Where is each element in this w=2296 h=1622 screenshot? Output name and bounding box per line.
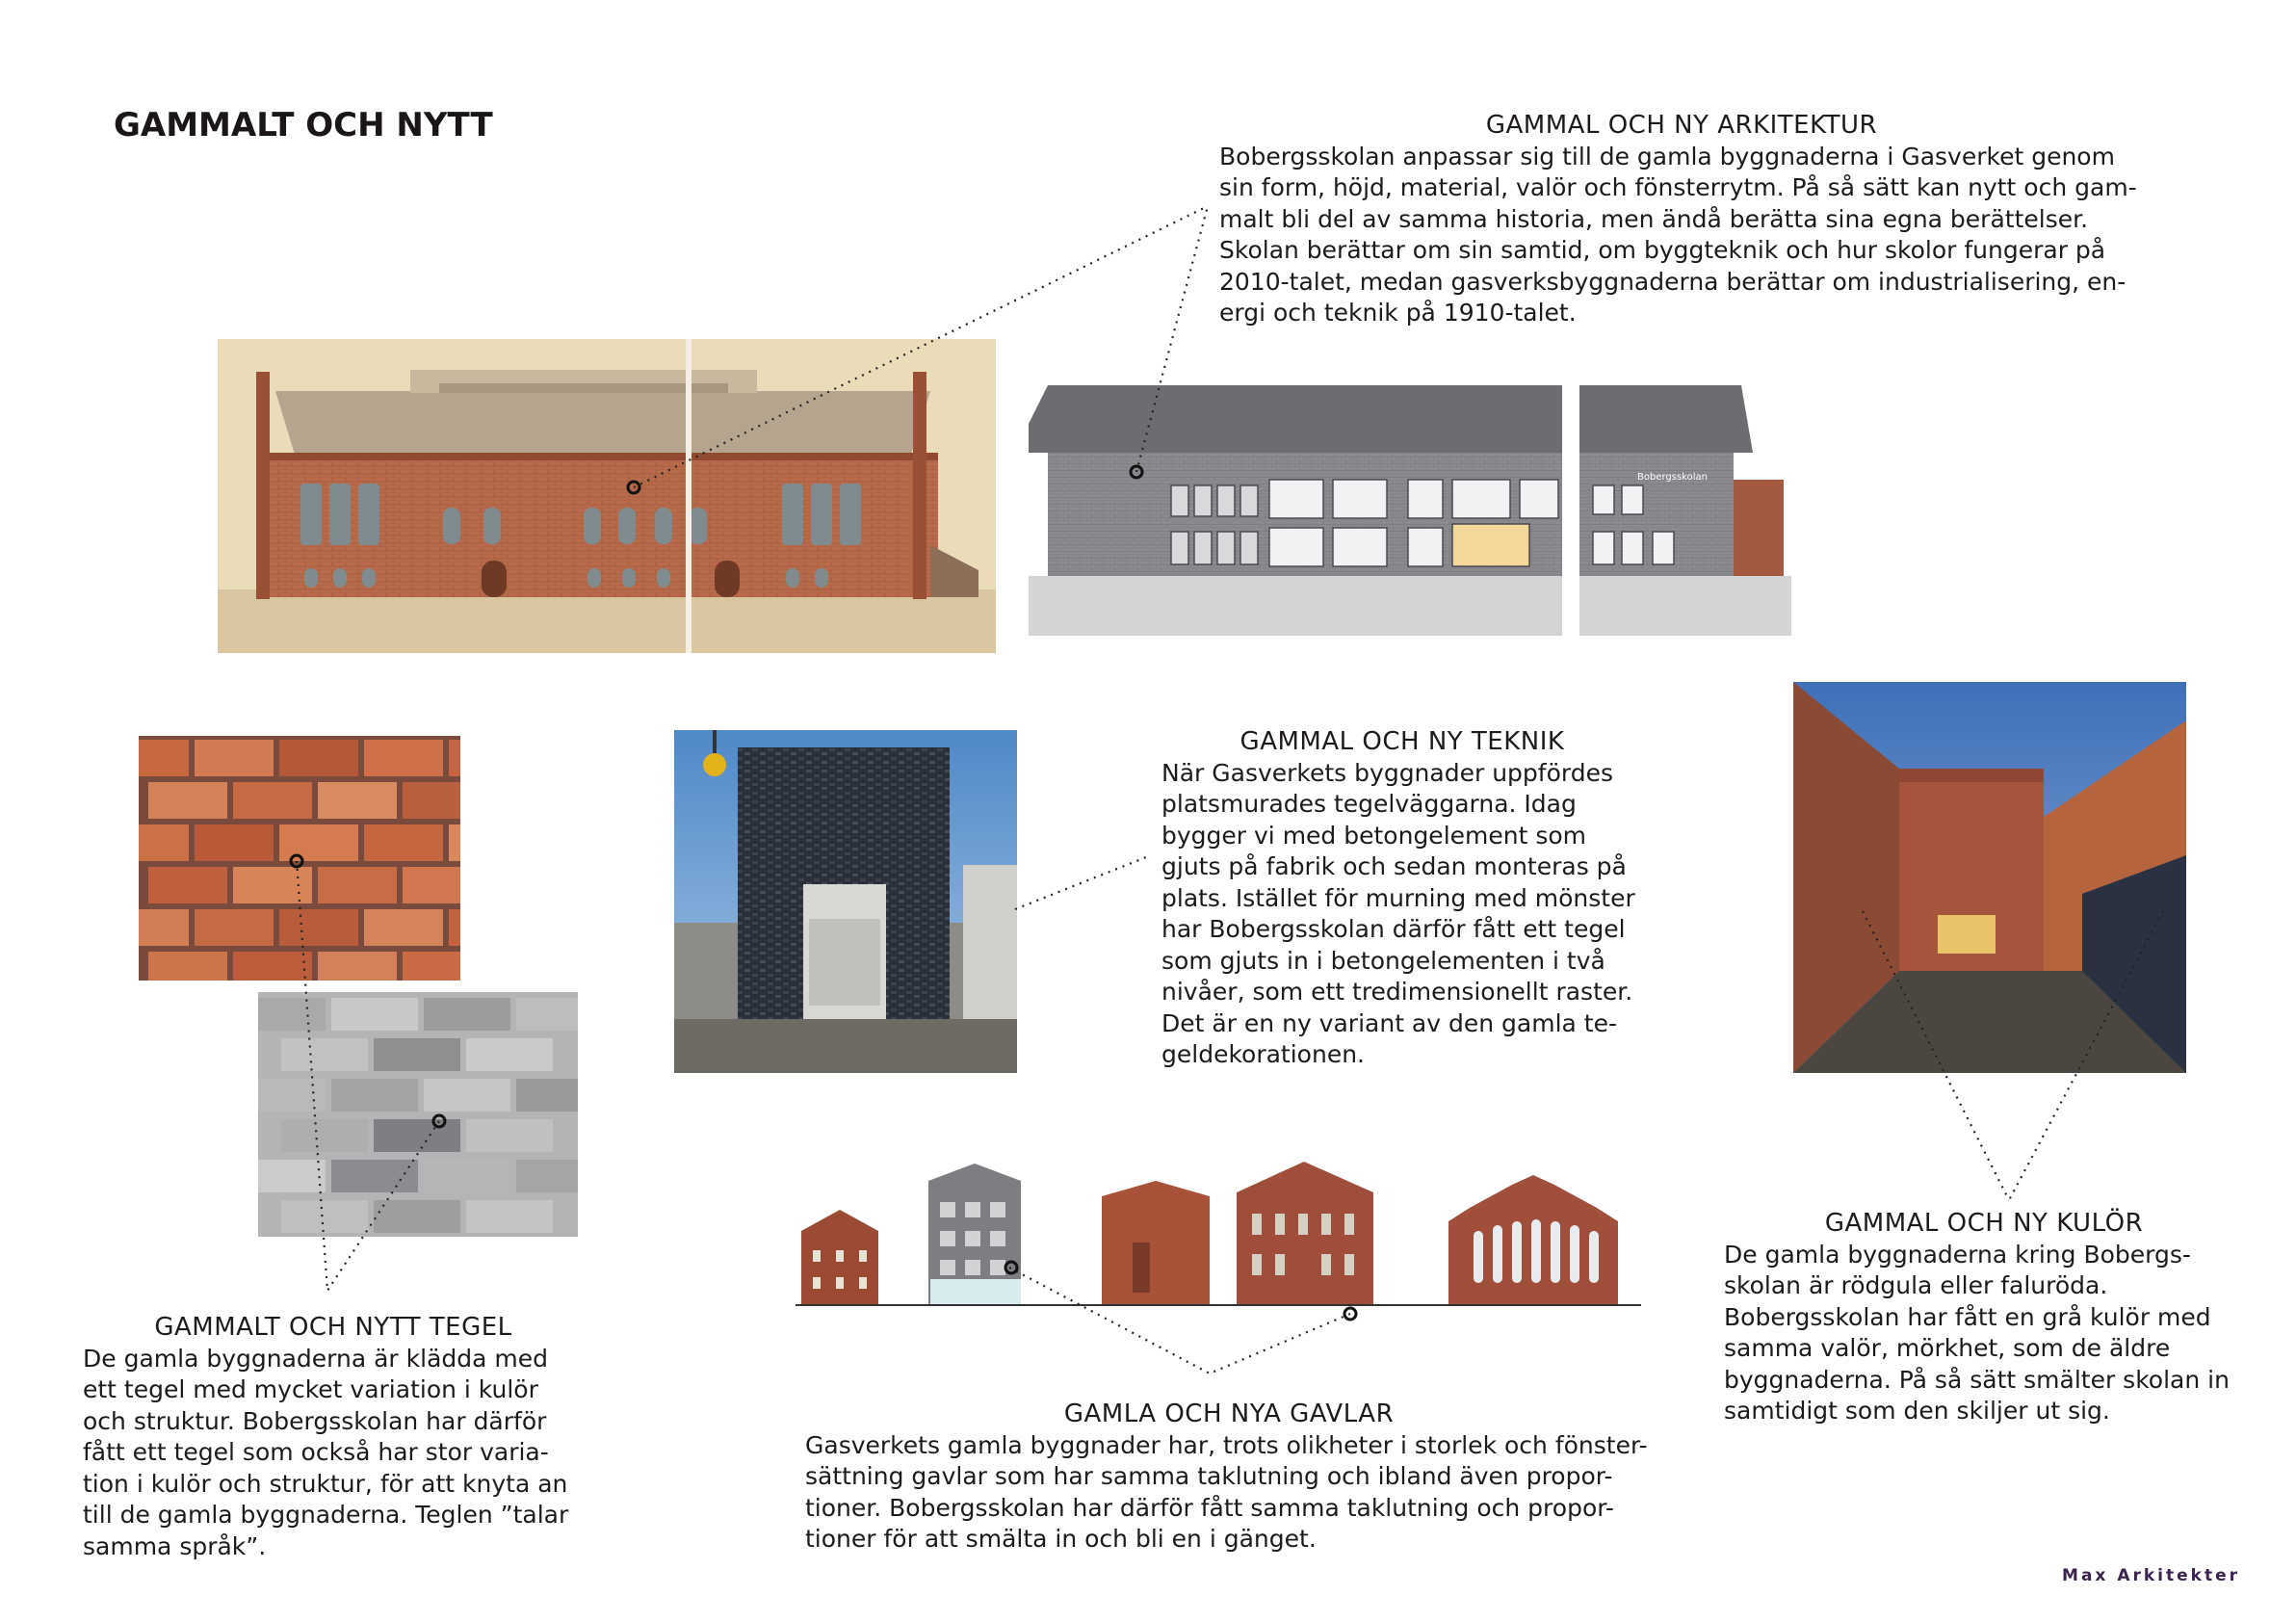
new-brick-texture-image — [258, 992, 578, 1237]
construction-photo-image — [674, 730, 1017, 1073]
color-section — [1724, 1208, 2244, 1427]
gables-section — [805, 1399, 1653, 1556]
color-body: De gamla byggnaderna kring Bobergs-skolan är rödgula eller faluröda. Bobergsskolan har fått en grå kulör med samma valör, mörkhet, som de äldre byggnaderna. På så sätt smälter skolan in samtidigt som den skiljer ut sig. — [1724, 1240, 2230, 1425]
new-building-elevation-image — [1029, 366, 1791, 636]
color-heading: GAMMAL OCH NY KULÖR — [1824, 1209, 2144, 1238]
technique-section — [1161, 726, 1643, 1071]
page-title: GAMMALT OCH NYTT — [114, 106, 493, 144]
architecture-section — [1219, 110, 2144, 329]
gables-body: Gasverkets gamla byggnader har, trots olikheter i storlek och fönster-sättning gavlar som har samma taklutning och ibland även propor-tioner. Bobergsskolan har därför fått samma taklutning och propor-tioner för att smälta in och bli en i gänget. — [805, 1430, 1648, 1553]
old-brick-texture-image — [139, 736, 460, 981]
gables-elevations-image — [796, 1154, 1641, 1308]
gables-heading: GAMLA OCH NYA GAVLAR — [1063, 1400, 1395, 1428]
old-building-elevation-image — [218, 339, 996, 653]
technique-body: När Gasverkets byggnader uppfördes platsmurades tegelväggarna. Idag bygger vi med betongelement som gjuts på fabrik och sedan monteras på plats. Istället för murning med mönster har Bobergsskolan därför fått ett tegel som gjuts in i betongelementen i två nivåer, som ett tredimensionellt raster. Det är en ny variant av den gamla te-geldekorationen. — [1161, 758, 1635, 1068]
courtyard-photo-image — [1793, 682, 2186, 1073]
brick-body: De gamla byggnaderna är klädda med ett tegel med mycket variation i kulör och struktur. Bobergsskolan har därför fått ett tegel som också har stor varia-tion i kulör och struktur, för att knyta an till de gamla byggnaderna. Teglen ”talar samma språk”. — [83, 1344, 569, 1560]
architecture-heading: GAMMAL OCH NY ARKITEKTUR — [1485, 111, 1878, 140]
school-sign-text: Bobergsskolan — [1637, 472, 1708, 483]
architecture-body: Bobergsskolan anpassar sig till de gamla byggnaderna i Gasverket genom sin form, höjd, material, valör och fönsterrytm. På så sätt kan nytt och gam-malt bli del av samma historia, men ändå berätta sina egna berättelser. Skolan berättar om sin samtid, om byggteknik och hur skolor fungerar på 2010-talet, medan gasverksbyggnaderna berättar om industrialisering, en-ergi och teknik på 1910-talet. — [1219, 142, 2137, 327]
technique-heading: GAMMAL OCH NY TEKNIK — [1239, 727, 1565, 756]
brick-section — [83, 1312, 584, 1562]
brick-heading: GAMMALT OCH NYTT TEGEL — [154, 1313, 512, 1342]
credit-label: Max Arkitekter — [2062, 1566, 2240, 1585]
